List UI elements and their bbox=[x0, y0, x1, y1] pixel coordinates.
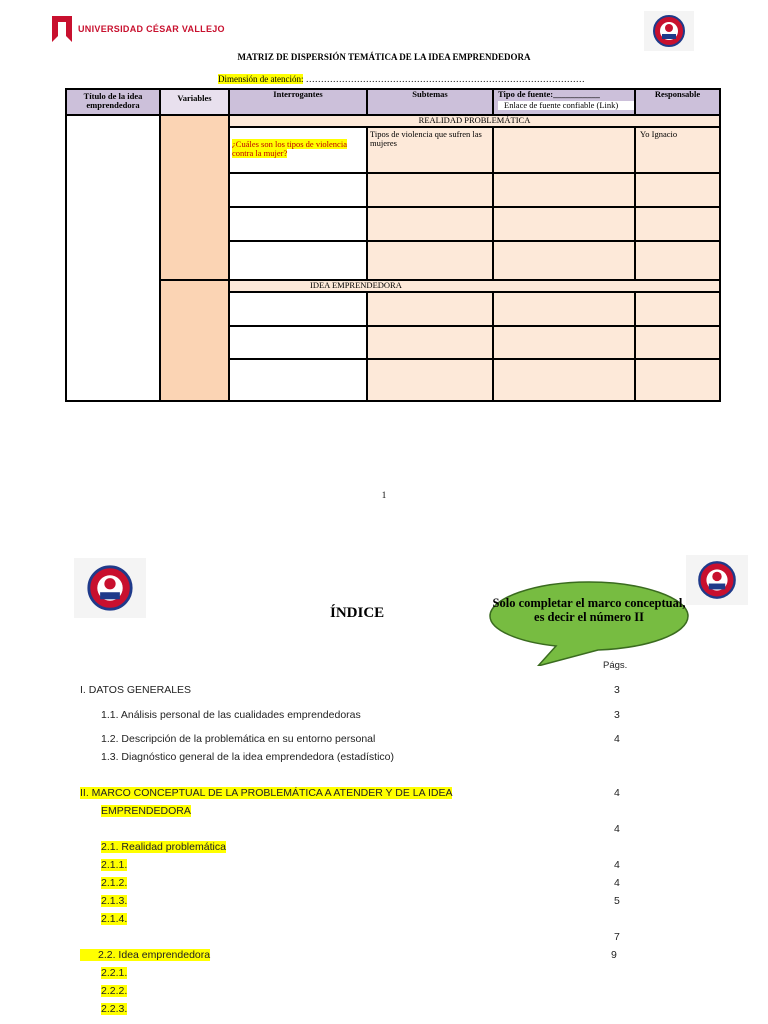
crest-logo-icon bbox=[686, 555, 748, 605]
subtema-cell-1[interactable]: Tipos de violencia que sufren las mujeres bbox=[367, 127, 493, 173]
toc-item-2-1-1-label: 2.1.1. bbox=[101, 859, 128, 871]
titulo-cell[interactable] bbox=[66, 115, 160, 401]
page-number: 1 bbox=[381, 490, 387, 500]
idea-interrogante-cell-3[interactable] bbox=[229, 359, 367, 401]
toc-item-1-1[interactable]: 1.1. Análisis personal de las cualidades emprendedoras bbox=[101, 709, 361, 721]
variable-cell-1[interactable] bbox=[160, 115, 229, 280]
toc-item-2-2-2[interactable] bbox=[101, 985, 127, 997]
header-interrogantes: Interrogantes bbox=[229, 89, 367, 115]
header-variables: Variables bbox=[160, 89, 229, 115]
toc-item-2-2-1-label: 2.2.1. bbox=[101, 967, 128, 979]
interrogante-cell-3[interactable] bbox=[229, 207, 367, 241]
toc-page: 4 bbox=[614, 823, 620, 835]
toc-item-2-1-3[interactable] bbox=[101, 895, 127, 907]
toc-item-2-2-3-label: 2.2.3. bbox=[101, 1003, 128, 1015]
tipo-fuente-label: Tipo de fuente: bbox=[498, 89, 554, 99]
toc-page: 4 bbox=[614, 859, 620, 871]
idea-fuente-cell-2[interactable] bbox=[493, 326, 635, 359]
fuente-cell-3[interactable] bbox=[493, 207, 635, 241]
responsable-cell-3[interactable] bbox=[635, 207, 720, 241]
toc-page: 3 bbox=[614, 684, 620, 696]
header-titulo: Título de la idea emprendedora bbox=[66, 89, 160, 115]
toc-item-2-1-2[interactable] bbox=[101, 877, 127, 889]
fuente-cell-1[interactable] bbox=[493, 127, 635, 173]
toc-item-1-2[interactable]: 1.2. Descripción de la problemática en su entorno personal bbox=[101, 733, 376, 745]
toc-page: 9 bbox=[611, 949, 617, 961]
toc-page: 4 bbox=[614, 733, 620, 745]
toc-page: 4 bbox=[614, 877, 620, 889]
idea-fuente-cell-1[interactable] bbox=[493, 292, 635, 326]
toc-item-2-2-3[interactable] bbox=[101, 1003, 127, 1015]
idea-interrogante-cell-2[interactable] bbox=[229, 326, 367, 359]
toc-item-emprendedora-label: EMPRENDEDORA bbox=[101, 805, 191, 817]
section-idea: IDEA EMPRENDEDORA bbox=[229, 280, 720, 292]
index-title: ÍNDICE bbox=[330, 605, 385, 621]
toc-page: 4 bbox=[614, 787, 620, 799]
university-name: UNIVERSIDAD CÉSAR VALLEJO bbox=[78, 24, 225, 34]
header-enlace: Enlace de fuente confiable (Link) bbox=[498, 101, 634, 110]
idea-subtema-cell-1[interactable] bbox=[367, 292, 493, 326]
toc-item-2-1[interactable] bbox=[101, 841, 226, 853]
dimension-dots: ………………………………………………………………………………… bbox=[305, 74, 585, 84]
toc-item-emprendedora[interactable] bbox=[101, 805, 191, 817]
toc-item-2-1-2-label: 2.1.2. bbox=[101, 877, 128, 889]
crest-logo-icon bbox=[644, 11, 694, 51]
toc-item-2-2-1[interactable] bbox=[101, 967, 127, 979]
tipo-fuente-blank: ___________ bbox=[553, 89, 600, 99]
toc-item-marco-label: II. MARCO CONCEPTUAL DE LA PROBLEMÁTICA A ATENDER Y DE LA IDEA bbox=[80, 787, 453, 799]
toc-item-2-2[interactable] bbox=[80, 949, 210, 961]
toc-item-2-1-label: 2.1. Realidad problemática bbox=[101, 841, 226, 853]
idea-responsable-cell-3[interactable] bbox=[635, 359, 720, 401]
toc-item-marco-conceptual[interactable] bbox=[80, 787, 452, 799]
crest-logo-icon bbox=[74, 558, 146, 618]
dimension-label: Dimensión de atención: bbox=[218, 74, 304, 84]
toc-item-2-1-1[interactable] bbox=[101, 859, 127, 871]
responsable-cell-4[interactable] bbox=[635, 241, 720, 280]
idea-responsable-cell-1[interactable] bbox=[635, 292, 720, 326]
section-realidad: REALIDAD PROBLEMÁTICA bbox=[229, 115, 720, 127]
ucv-logo bbox=[52, 16, 242, 44]
note-bubble-text: Solo completar el marco conceptual, es decir el número II bbox=[492, 596, 686, 624]
dispersion-matrix-table bbox=[65, 88, 721, 402]
toc-page: 7 bbox=[614, 931, 620, 943]
fuente-cell-4[interactable] bbox=[493, 241, 635, 280]
responsable-cell-1[interactable]: Yo Ignacio bbox=[635, 127, 720, 173]
header-responsable: Responsable bbox=[635, 89, 720, 115]
pages-label: Págs. bbox=[603, 660, 628, 671]
toc-item-2-2-label: 2.2. Idea emprendedora bbox=[80, 949, 210, 961]
toc-item-datos-generales[interactable]: I. DATOS GENERALES bbox=[80, 684, 192, 696]
header-subtemas: Subtemas bbox=[367, 89, 493, 115]
interrogante-cell-4[interactable] bbox=[229, 241, 367, 280]
interrogante-text-1: ¿Cuáles son los tipos de violencia contra la mujer? bbox=[232, 139, 347, 158]
idea-fuente-cell-3[interactable] bbox=[493, 359, 635, 401]
note-bubble bbox=[488, 580, 690, 666]
header-tipo-fuente bbox=[493, 89, 635, 115]
toc-item-2-1-4-label: 2.1.4. bbox=[101, 913, 128, 925]
responsable-cell-2[interactable] bbox=[635, 173, 720, 207]
subtema-cell-2[interactable] bbox=[367, 173, 493, 207]
dimension-line bbox=[218, 74, 585, 84]
document-title: MATRIZ DE DISPERSIÓN TEMÁTICA DE LA IDEA EMPRENDEDORA bbox=[237, 52, 531, 62]
variable-cell-2[interactable] bbox=[160, 280, 229, 401]
toc-item-2-1-4[interactable] bbox=[101, 913, 127, 925]
idea-subtema-cell-2[interactable] bbox=[367, 326, 493, 359]
fuente-cell-2[interactable] bbox=[493, 173, 635, 207]
idea-subtema-cell-3[interactable] bbox=[367, 359, 493, 401]
toc-page: 3 bbox=[614, 709, 620, 721]
idea-interrogante-cell-1[interactable] bbox=[229, 292, 367, 326]
interrogante-cell-1[interactable] bbox=[229, 127, 367, 173]
toc-item-2-1-3-label: 2.1.3. bbox=[101, 895, 128, 907]
toc-item-1-3[interactable]: 1.3. Diagnóstico general de la idea emprendedora (estadístico) bbox=[101, 751, 395, 763]
interrogante-cell-2[interactable] bbox=[229, 173, 367, 207]
toc-item-2-2-2-label: 2.2.2. bbox=[101, 985, 128, 997]
subtema-cell-4[interactable] bbox=[367, 241, 493, 280]
ucv-logo-icon bbox=[52, 16, 72, 42]
toc-page: 5 bbox=[614, 895, 620, 907]
idea-responsable-cell-2[interactable] bbox=[635, 326, 720, 359]
subtema-cell-3[interactable] bbox=[367, 207, 493, 241]
